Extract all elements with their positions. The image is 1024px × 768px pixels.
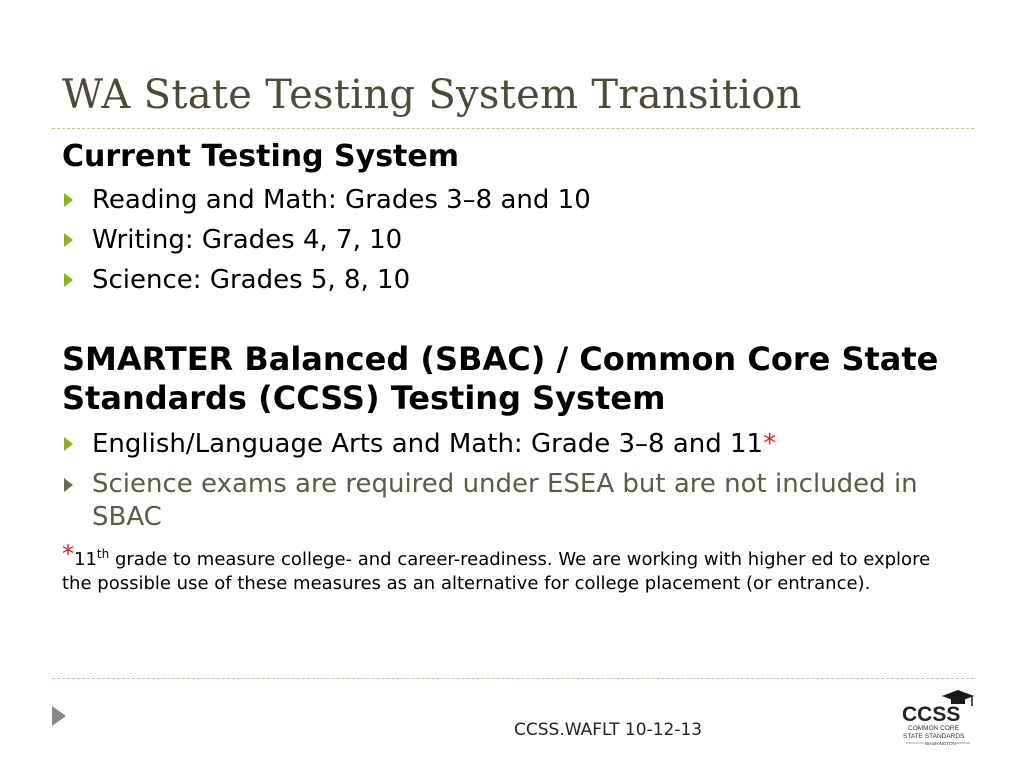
section-heading-current: Current Testing System (62, 139, 460, 174)
triangle-right-icon (64, 233, 73, 247)
logo-main-text: CCSS (902, 703, 961, 726)
triangle-right-icon (64, 273, 73, 287)
asterisk-marker: * (763, 429, 777, 459)
top-divider (52, 128, 974, 129)
logo-line3: WASHINGTON (925, 741, 956, 746)
list-item: Science exams are required under ESEA but are not included in SBAC (62, 468, 952, 534)
footnote-asterisk: * (62, 540, 74, 568)
list-item: English/Language Arts and Math: Grade 3–8 and 11* (62, 424, 952, 464)
current-system-list (62, 180, 591, 300)
list-item: Reading and Math: Grades 3–8 and 10 (62, 180, 591, 220)
section-heading-sbac: SMARTER Balanced (SBAC) / Common Core State Standards (CCSS) Testing System (62, 340, 939, 417)
ordinal-superscript: th (96, 547, 110, 561)
footnote: *11th grade to measure college- and career-readiness. We are working with higher ed to explore the possible use of these measures as an alternative for college placement (or entrance). (62, 540, 931, 594)
list-item: Science: Grades 5, 8, 10 (62, 260, 591, 300)
logo-line1: COMMON CORE (908, 725, 959, 732)
logo-line2: STATE STANDARDS (903, 733, 965, 740)
triangle-right-icon (64, 437, 73, 451)
triangle-right-icon (64, 193, 73, 207)
triangle-right-icon (64, 478, 73, 492)
sbac-system-list (62, 424, 952, 534)
list-item: Writing: Grades 4, 7, 10 (62, 220, 591, 260)
footer-text: CCSS.WAFLT 10-12-13 (514, 720, 703, 740)
slide-title: WA State Testing System Transition (62, 72, 802, 118)
bottom-divider (52, 678, 974, 679)
ccss-logo (898, 688, 976, 750)
play-triangle-icon[interactable] (52, 706, 66, 726)
